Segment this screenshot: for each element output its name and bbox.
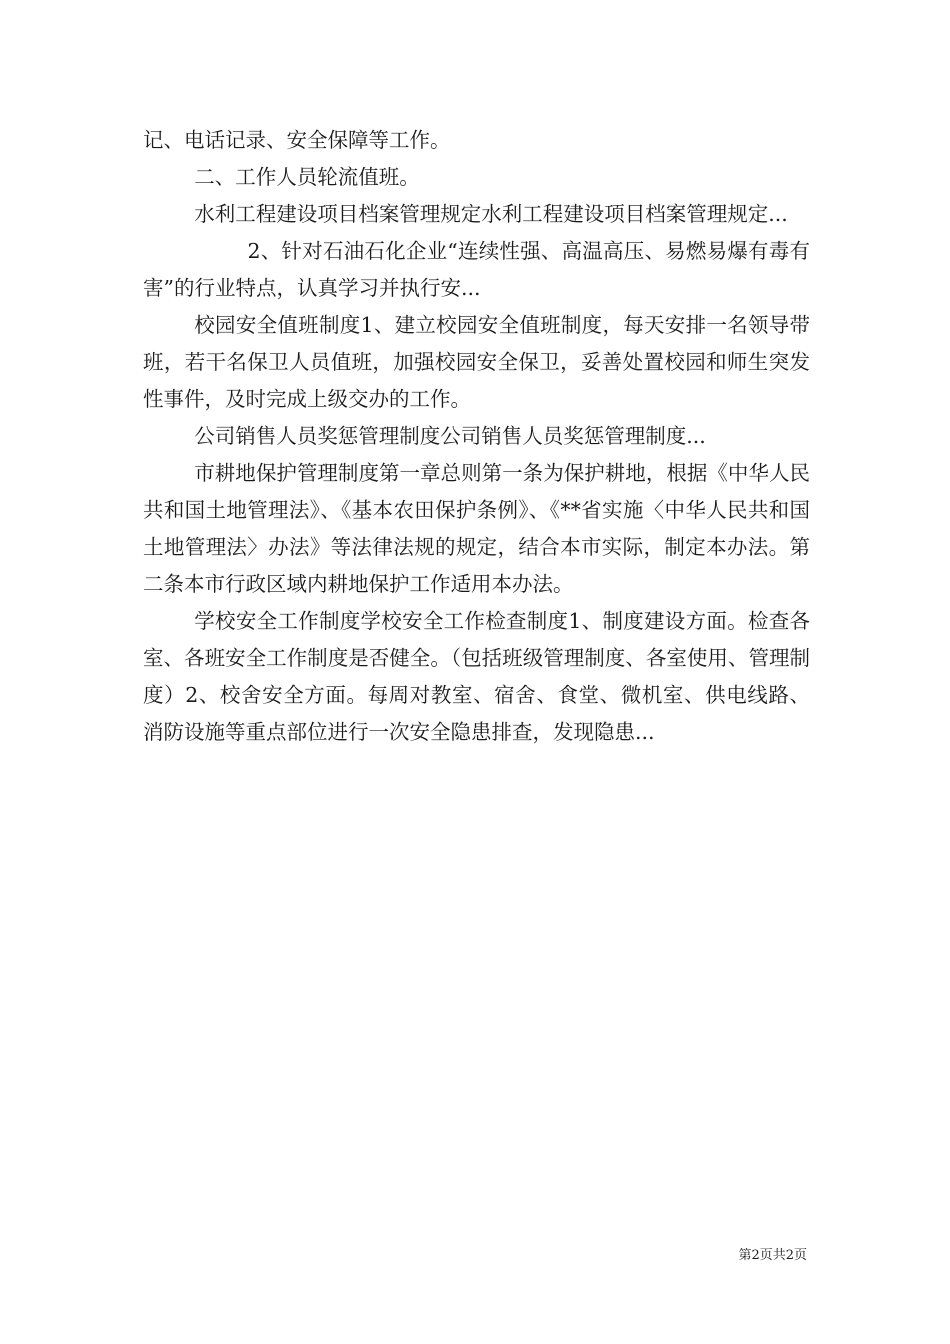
paragraph-staff-duty: 二、工作人员轮流值班。 bbox=[194, 165, 420, 189]
paragraph-farmland-protection: 市耕地保护管理制度第一章总则第一条为保护耕地，根据《中华人民共和国土地管理法》、《基本农田保护条例》、《**省实施〈中华人民共和国土地管理法〉办法》等法律法规的规定，结合本市实际，制定本办法。第二条本市行政区域内耕地保护工作适用本办法。 bbox=[143, 461, 810, 596]
paragraph-sales-reward: 公司销售人员奖惩管理制度公司销售人员奖惩管理制度... bbox=[194, 424, 706, 448]
document-body bbox=[143, 122, 810, 751]
paragraph-continuation: 记、电话记录、安全保障等工作。 bbox=[143, 128, 451, 152]
paragraph-campus-safety-duty: 校园安全值班制度1、建立校园安全值班制度，每天安排一名领导带班，若干名保卫人员值班，加强校园安全保卫，妥善处置校园和师生突发性事件，及时完成上级交办的工作。 bbox=[143, 313, 810, 411]
paragraph-water-project-archive: 水利工程建设项目档案管理规定水利工程建设项目档案管理规定... bbox=[194, 202, 788, 226]
page-number: 第2页共2页 bbox=[738, 1248, 807, 1263]
paragraph-school-safety-check: 学校安全工作制度学校安全工作检查制度1、制度建设方面。检查各室、各班安全工作制度是否健全。（包括班级管理制度、各室使用、管理制度）2、校舍安全方面。每周对教室、宿舍、食堂、微机室、供电线路、消防设施等重点部位进行一次安全隐患排查，发现隐患... bbox=[143, 609, 810, 744]
paragraph-petrochemical: 2、针对石油石化企业“连续性强、高温高压、易燃易爆有毒有害”的行业特点，认真学习并执行安... bbox=[143, 239, 810, 300]
